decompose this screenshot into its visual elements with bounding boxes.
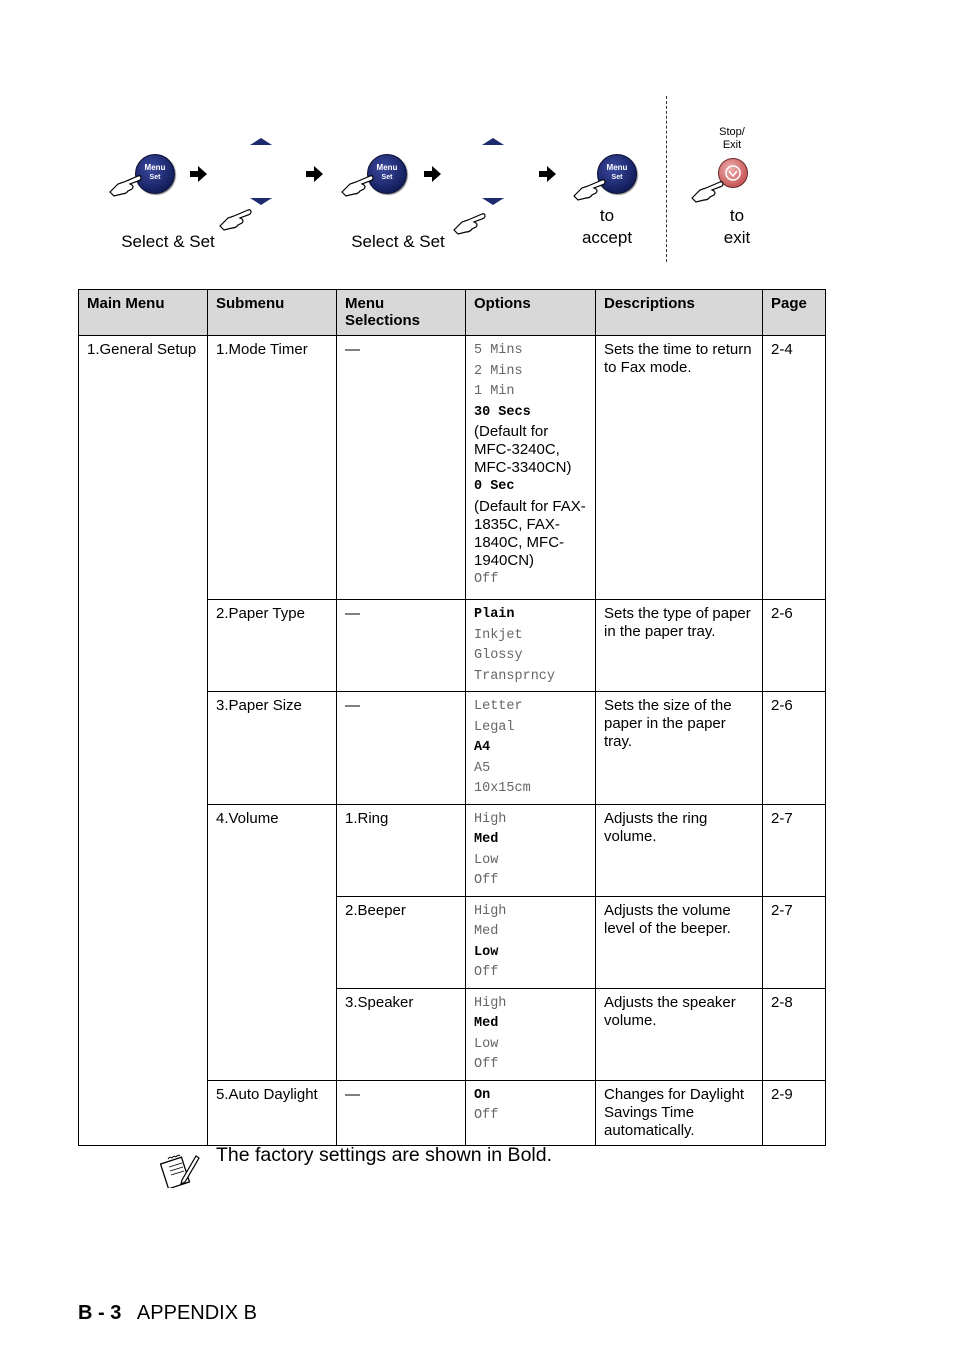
exit-caption-line1: to — [729, 206, 745, 225]
menu-button-label: Menu — [376, 163, 398, 172]
option-note: (Default for MFC-3240C, MFC-3340CN) — [474, 423, 572, 476]
arrow-right-icon — [537, 164, 557, 184]
header-descriptions: Descriptions — [596, 290, 763, 336]
option-item-default: Med — [474, 832, 499, 847]
step2-caption: Select & Set — [351, 232, 445, 251]
stop-exit-label — [710, 126, 754, 152]
options-cell — [466, 804, 596, 896]
stop-exit-label-line2: Exit — [722, 139, 742, 151]
page-cell: 2-7 — [763, 804, 826, 896]
pointing-hand-icon — [340, 170, 380, 198]
page-cell: 2-9 — [763, 1080, 826, 1145]
selection-cell: — — [337, 600, 466, 692]
selection-cell: 2.Beeper — [337, 896, 466, 988]
option-item: Low — [474, 1036, 499, 1052]
option-item: 2 Mins — [474, 363, 523, 379]
accept-caption-line2: accept — [581, 228, 633, 247]
option-item: A5 — [474, 760, 491, 776]
description-cell: Adjusts the ring volume. — [596, 804, 763, 896]
option-item: Med — [474, 924, 499, 939]
option-item: Off — [474, 1108, 499, 1123]
page-cell: 2-4 — [763, 336, 826, 600]
selection-cell: 3.Speaker — [337, 988, 466, 1080]
pointing-hand-icon — [572, 174, 612, 202]
description-cell: Sets the type of paper in the paper tray. — [596, 600, 763, 692]
arrow-right-icon — [422, 164, 442, 184]
option-item: Legal — [474, 719, 515, 735]
header-menu-selections — [337, 290, 466, 336]
description-cell: Changes for Daylight Savings Time automatically. — [596, 1080, 763, 1145]
selection-cell: — — [337, 336, 466, 600]
submenu-cell: 5.Auto Daylight — [208, 1080, 337, 1145]
option-item: 1 Min — [474, 384, 515, 399]
submenu-cell: 1.Mode Timer — [208, 336, 337, 600]
submenu-cell: 3.Paper Size — [208, 692, 337, 805]
options-cell — [466, 692, 596, 805]
option-item: Transprncy — [474, 668, 556, 684]
up-arrow-icon — [250, 138, 272, 145]
page-cell: 2-6 — [763, 692, 826, 805]
pointing-hand-icon — [218, 204, 258, 232]
selection-cell: — — [337, 692, 466, 805]
factory-settings-note: The factory settings are shown in Bold. — [216, 1144, 553, 1166]
option-item: Low — [474, 852, 499, 868]
page-cell: 2-6 — [763, 600, 826, 692]
submenu-cell: 4.Volume — [208, 804, 337, 1080]
stop-exit-label-line1: Stop/ — [719, 126, 745, 138]
option-item: Off — [474, 1057, 499, 1072]
option-item: Letter — [474, 699, 523, 714]
description-cell: Sets the time to return to Fax mode. — [596, 336, 763, 600]
option-item: Off — [474, 873, 499, 888]
description-cell: Adjusts the speaker volume. — [596, 988, 763, 1080]
main-menu-cell: 1.General Setup — [79, 336, 208, 1146]
exit-caption — [697, 205, 777, 249]
arrow-right-icon — [188, 164, 208, 184]
option-item-default: Med — [474, 1016, 499, 1031]
up-arrow-icon — [482, 138, 504, 145]
section-title: APPENDIX B — [136, 1302, 257, 1324]
menu-button-label: Menu — [144, 163, 166, 172]
option-item: 10x15cm — [474, 781, 531, 796]
option-item: Inkjet — [474, 627, 523, 643]
arrow-right-icon — [304, 164, 324, 184]
header-menu-selections-line1: Menu — [345, 295, 385, 312]
header-submenu: Submenu — [208, 290, 337, 336]
option-item: 5 Mins — [474, 343, 523, 358]
header-main-menu: Main Menu — [79, 290, 208, 336]
set-button-label: Set — [149, 174, 161, 181]
table-header-row — [79, 290, 826, 336]
page-cell: 2-7 — [763, 896, 826, 988]
option-item: High — [474, 811, 507, 827]
menu-table — [78, 289, 826, 1146]
page-cell: 2-8 — [763, 988, 826, 1080]
option-item-default: 0 Sec — [474, 479, 515, 494]
pointing-hand-icon — [452, 208, 492, 236]
set-button-label: Set — [611, 174, 623, 181]
options-cell — [466, 600, 596, 692]
header-options: Options — [466, 290, 596, 336]
pointing-hand-icon — [690, 176, 730, 204]
options-cell — [466, 1080, 596, 1145]
option-item-default: A4 — [474, 740, 491, 755]
header-menu-selections-line2: Selections — [345, 312, 421, 329]
page-number: B - 3 — [78, 1302, 122, 1324]
instruction-strip — [0, 0, 954, 275]
pointing-hand-icon — [108, 170, 148, 198]
page-footer — [78, 1300, 257, 1326]
option-item: High — [474, 995, 507, 1011]
step1-caption: Select & Set — [121, 232, 215, 251]
table-row — [79, 336, 826, 600]
options-cell — [466, 336, 596, 600]
down-arrow-icon — [482, 198, 504, 205]
option-item-default: 30 Secs — [474, 404, 531, 420]
accept-caption — [567, 205, 647, 249]
options-cell — [466, 896, 596, 988]
option-item: Glossy — [474, 648, 523, 663]
header-page: Page — [763, 290, 826, 336]
selection-cell: 1.Ring — [337, 804, 466, 896]
option-item: Off — [474, 965, 499, 980]
menu-button-label: Menu — [606, 163, 628, 172]
option-item-default: On — [474, 1087, 491, 1103]
selection-cell: — — [337, 1080, 466, 1145]
description-cell: Sets the size of the paper in the paper tray. — [596, 692, 763, 805]
option-note: (Default for FAX-1835C, FAX-1840C, MFC-1940CN) — [474, 497, 586, 569]
notepad-pencil-icon — [160, 1150, 200, 1188]
option-item-default: Plain — [474, 607, 515, 622]
description-cell: Adjusts the volume level of the beeper. — [596, 896, 763, 988]
options-cell — [466, 988, 596, 1080]
set-button-label: Set — [381, 174, 393, 181]
accept-caption-line1: to — [599, 206, 615, 225]
submenu-cell: 2.Paper Type — [208, 600, 337, 692]
divider — [666, 96, 667, 262]
option-item-default: Low — [474, 944, 499, 960]
exit-caption-line2: exit — [723, 228, 751, 247]
option-item: High — [474, 903, 507, 919]
option-item: Off — [474, 571, 499, 587]
